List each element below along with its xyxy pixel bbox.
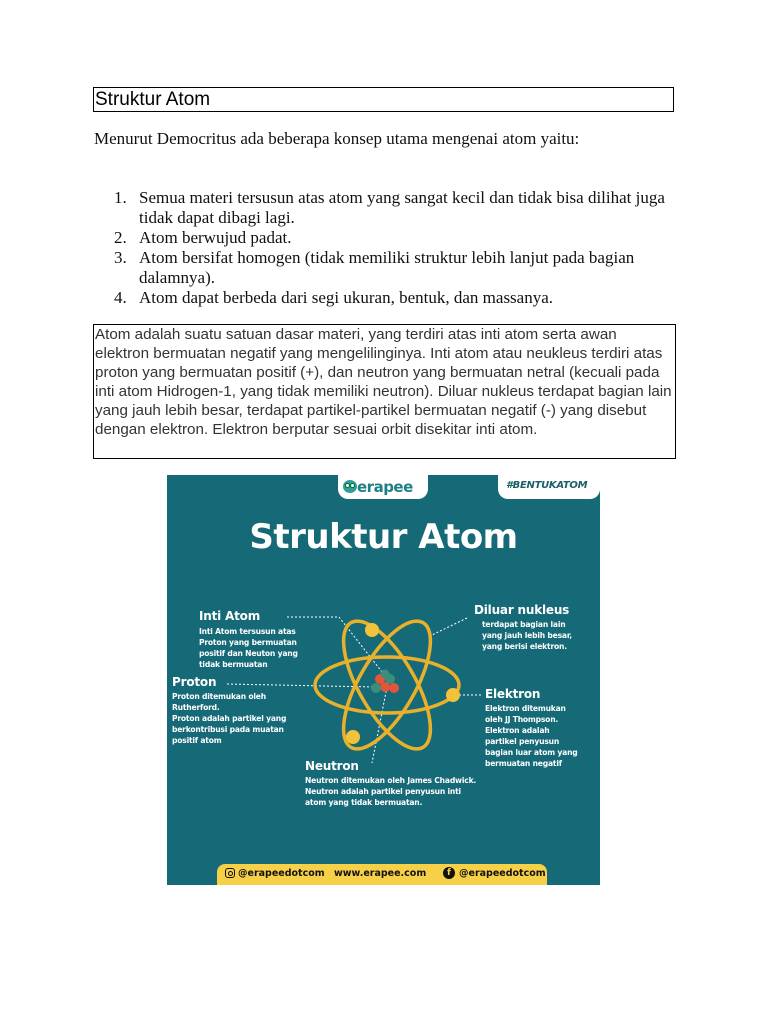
democritus-concept-list <box>94 188 674 308</box>
list-item-text: Semua materi tersusun atas atom yang sangat kecil dan tidak bisa dilihat juga tidak dapat dibagi lagi. <box>139 188 665 227</box>
intro-paragraph: Menurut Democritus ada beberapa konsep utama mengenai atom yaitu: <box>94 129 580 148</box>
diluar-nukleus-description: terdapat bagian lain yang jauh lebih besar, yang berisi elektron. <box>482 620 572 651</box>
list-item-text: Atom berwujud padat. <box>139 228 292 247</box>
inti-atom-heading: Inti Atom <box>199 609 261 623</box>
atom-diagram <box>167 475 600 885</box>
proton-particle <box>380 682 390 692</box>
list-number: 4. <box>114 288 127 307</box>
list-item <box>94 288 674 308</box>
atom-structure-infographic <box>167 475 600 885</box>
facebook-handle[interactable]: @erapeedotcom <box>459 868 546 879</box>
proton-particle <box>389 683 399 693</box>
instagram-icon <box>225 868 235 878</box>
atom-definition-box: Atom adalah suatu satuan dasar materi, yang terdiri atas inti atom serta awan elektron bermuatan negatif yang mengelilinginya. Inti atom atau neukleus terdiri atas proton yang bermuatan positif (+), dan neutron yang bermuatan netral (kecuali pada inti atom Hidrogen-1, yang tidak memiliki neutron). Diluar nukleus terdapat bagian lain yang jauh lebih besar, terdapat partikel-partikel bermuatan negatif (-) yang disebut dengan elektron. Elektron berputar sesuai orbit disekitar inti atom. <box>93 324 676 459</box>
elektron-description: Elektron ditemukan oleh JJ Thompson. Elektron adalah partikel penyusun bagian luar atom yang bermuatan negatif <box>485 704 578 768</box>
diluar-nukleus-heading: Diluar nukleus <box>474 603 570 617</box>
diluar-nukleus-callout-line <box>432 618 467 635</box>
hashtag-text: #BENTUKATOM <box>506 480 588 491</box>
proton-description: Proton ditemukan oleh Rutherford. Proton adalah partikel yang berkontribusi pada muatan positif atom <box>172 692 287 745</box>
electron-dot <box>446 688 460 702</box>
list-number: 1. <box>114 188 127 207</box>
list-item-text: Atom dapat berbeda dari segi ukuran, bentuk, dan massanya. <box>139 288 554 307</box>
list-item-text: Atom bersifat homogen (tidak memiliki struktur lebih lanjut pada bagian dalamnya). <box>139 248 635 287</box>
instagram-handle[interactable]: @erapeedotcom <box>238 868 325 879</box>
list-number: 3. <box>114 248 127 267</box>
neutron-particle <box>371 683 381 693</box>
neutron-description: Neutron ditemukan oleh James Chadwick. Neutron adalah partikel penyusun inti atom yang tidak bermuatan. <box>305 776 477 807</box>
neutron-particle <box>381 670 390 679</box>
list-item <box>94 248 674 288</box>
electron-dot <box>365 623 379 637</box>
elektron-heading: Elektron <box>485 687 541 701</box>
website-link[interactable]: www.erapee.com <box>334 868 427 879</box>
facebook-icon: f <box>443 867 455 879</box>
list-item <box>94 188 674 228</box>
list-number: 2. <box>114 228 127 247</box>
list-item <box>94 228 674 248</box>
logo-wordmark: erapee <box>357 478 413 496</box>
inti-atom-description: Inti Atom tersusun atas Proton yang bermuatan positif dan Neuton yang tidak bermuatan <box>199 627 298 669</box>
nucleus <box>371 670 399 694</box>
electron-dot <box>346 730 360 744</box>
infographic-title: Struktur Atom <box>249 517 518 557</box>
neutron-heading: Neutron <box>305 759 359 773</box>
page-title: Struktur Atom <box>93 87 674 112</box>
proton-heading: Proton <box>172 675 217 689</box>
